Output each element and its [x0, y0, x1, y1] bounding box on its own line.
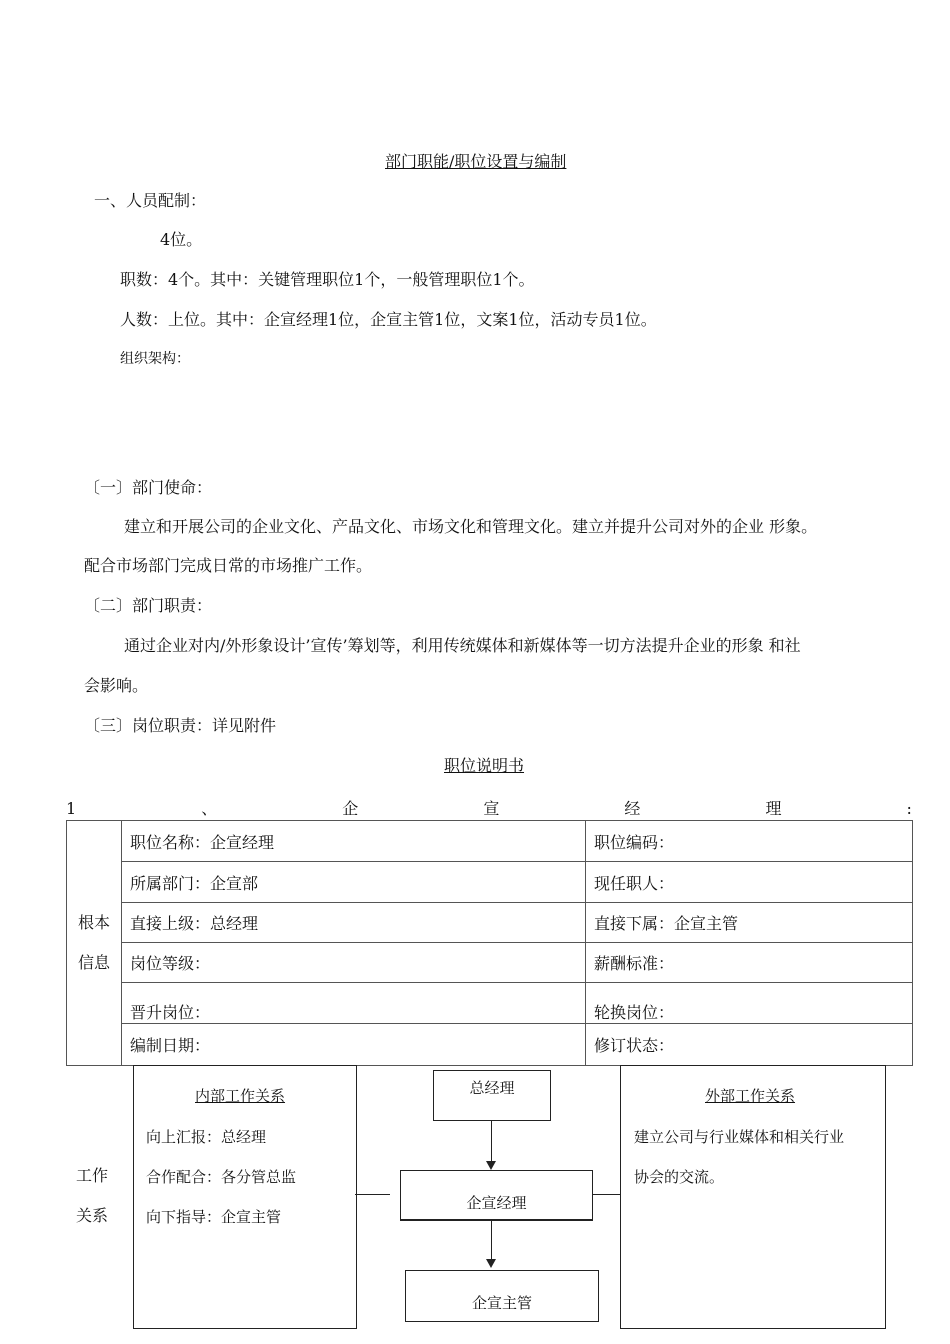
duty-text-2: 会影响。: [84, 676, 149, 695]
mission-text-2: 配合市场部门完成日常的市场推广工作。: [84, 556, 373, 575]
duty-text-1: 通过企业对内/外形象设计’宣传’筹划等，利用传统媒体和新媒体等一切方法提升企业的形象 和社: [124, 636, 801, 655]
relations-label: 工作: [76, 1166, 109, 1185]
table-row: [67, 821, 913, 862]
internal-relation-item: 向上汇报：总经理: [146, 1128, 267, 1146]
job-heading-part: 经: [624, 799, 641, 818]
external-relations-title: 外部工作关系: [705, 1087, 796, 1105]
table-cell: 职位编码：: [586, 821, 913, 862]
side-label: 信息: [77, 953, 110, 972]
connector-line: [355, 1194, 390, 1195]
table-cell: 直接下属：企宣主管: [586, 903, 913, 943]
internal-relation-item: 合作配合：各分管总监: [146, 1168, 297, 1186]
node-label: 总经理: [469, 1079, 515, 1097]
connector-line: [491, 1220, 492, 1260]
arrow-down-icon: [486, 1161, 496, 1170]
internal-relations-title: 内部工作关系: [195, 1087, 286, 1105]
connector-line: [491, 1120, 492, 1162]
mission-heading: 〔一〕部门使命：: [84, 478, 213, 497]
general-manager-node: [433, 1070, 551, 1121]
job-heading-part: 1: [66, 799, 77, 818]
table-cell: 现任职人：: [586, 862, 913, 903]
section-staffing-heading: 一、人员配制：: [94, 191, 207, 210]
internal-relations-box: [133, 1065, 357, 1329]
internal-relation-item: 向下指导：企宣主管: [146, 1208, 282, 1226]
table-row: [67, 903, 913, 943]
job-heading-line: [66, 799, 912, 819]
arrow-down-icon: [486, 1259, 496, 1268]
table-cell: 编制日期：: [122, 1024, 586, 1066]
external-relations-text: 建立公司与行业媒体和相关行业: [634, 1128, 845, 1146]
mission-text-1: 建立和开展公司的企业文化、产品文化、市场文化和管理文化。建立并提升公司对外的企业 形象。: [124, 517, 818, 536]
org-structure-label: 组织架构：: [120, 351, 190, 367]
table-cell: 职位名称：企宣经理: [122, 821, 586, 862]
external-relations-box: [620, 1065, 886, 1329]
node-label: 企宣经理: [466, 1194, 527, 1212]
table-row: [67, 1024, 913, 1066]
staff-count: 4位。: [160, 230, 203, 249]
side-label: 根本: [77, 913, 110, 932]
job-heading-part: 宣: [483, 799, 500, 818]
table-cell: 轮换岗位：: [586, 983, 913, 1024]
job-heading-part: 、: [201, 799, 218, 818]
table-cell: 薪酬标准：: [586, 943, 913, 983]
duty-heading: 〔二〕部门职责：: [84, 596, 213, 615]
table-row: [67, 862, 913, 903]
relations-label: 关系: [76, 1206, 109, 1225]
table-cell: 晋升岗位：: [122, 983, 586, 1024]
node-label: 企宣主管: [471, 1294, 532, 1312]
table-row: [67, 983, 913, 1024]
job-heading-part: 理: [765, 799, 782, 818]
people-line: 人数：上位。其中：企宣经理1位，企宣主管1位，文案1位，活动专员1位。: [120, 310, 657, 329]
marketing-supervisor-node: [405, 1270, 599, 1322]
basic-info-label: [67, 821, 122, 1066]
post-duty-heading: 〔三〕岗位职责：详见附件: [84, 716, 277, 735]
job-heading-part: 企: [342, 799, 359, 818]
table-cell: 直接上级：总经理: [122, 903, 586, 943]
page-title: 部门职能/职位设置与编制: [385, 152, 567, 171]
marketing-manager-node: [400, 1170, 593, 1221]
table-cell: 所属部门：企宣部: [122, 862, 586, 903]
basic-info-table: [66, 820, 913, 1066]
table-row: [67, 943, 913, 983]
external-relations-text: 协会的交流。: [634, 1168, 725, 1186]
table-cell: 岗位等级：: [122, 943, 586, 983]
job-heading-part: :: [906, 799, 912, 818]
positions-line: 职数：4个。其中：关键管理职位1个，一般管理职位1个。: [120, 270, 535, 289]
connector-line: [592, 1194, 620, 1195]
table-cell: 修订状态：: [586, 1024, 913, 1066]
job-description-title: 职位说明书: [444, 756, 525, 775]
